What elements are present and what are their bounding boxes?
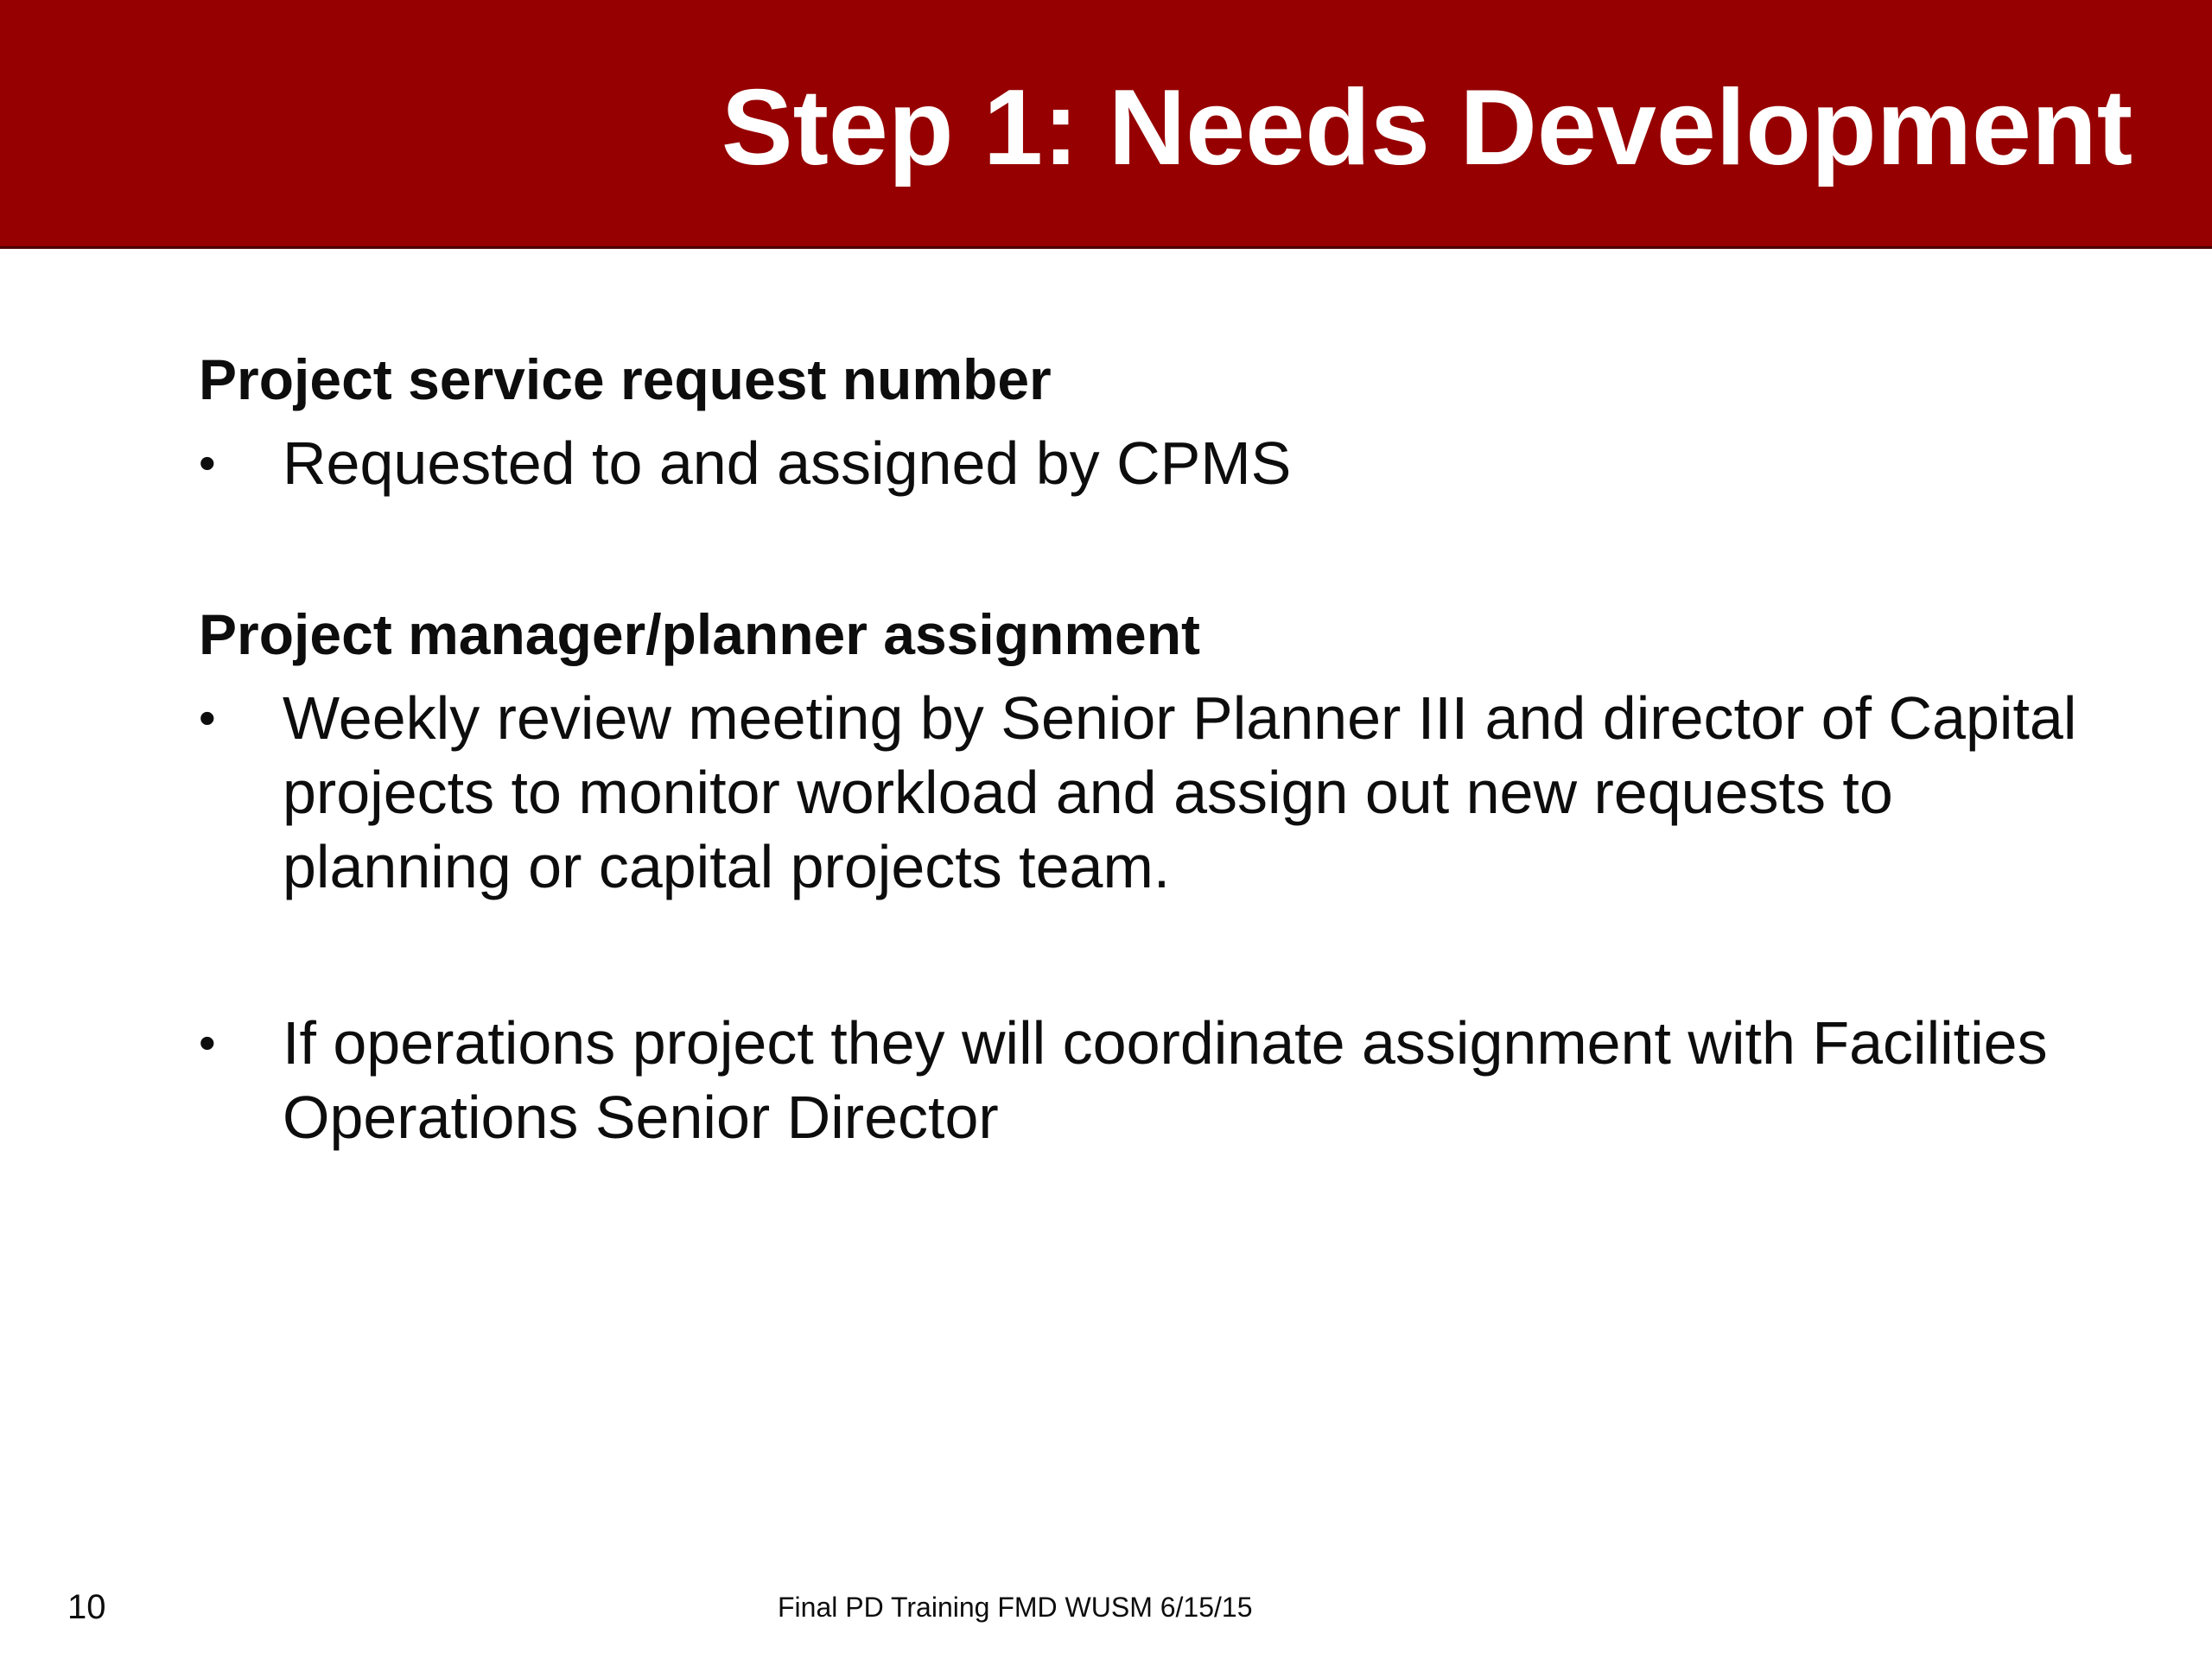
bullet-text: If operations project they will coordinate assignment with Facilities Operations Senior Director xyxy=(283,1009,2048,1152)
title-bar xyxy=(0,0,2212,249)
bullet-icon: • xyxy=(199,690,216,746)
bullet-icon: • xyxy=(199,435,216,491)
bullet-item xyxy=(199,1006,2082,1154)
bullet-item xyxy=(199,426,2082,500)
slide-content xyxy=(199,346,2082,1154)
section-service-request xyxy=(199,346,2082,500)
bullet-list xyxy=(199,681,2082,1154)
bullet-item xyxy=(199,681,2082,904)
slide-title: Step 1: Needs Development xyxy=(721,68,2133,188)
bullet-list xyxy=(199,426,2082,500)
page-number: 10 xyxy=(67,1588,106,1626)
section-heading: Project manager/planner assignment xyxy=(199,602,1201,667)
section-heading: Project service request number xyxy=(199,347,1052,411)
bullet-icon: • xyxy=(199,1015,216,1071)
footer-note: Final PD Training FMD WUSM 6/15/15 xyxy=(778,1592,1253,1623)
bullet-text: Weekly review meeting by Senior Planner III and director of Capital projects to monitor workload and assign out new requests to planning or capital projects team. xyxy=(283,684,2077,901)
section-manager-assignment xyxy=(199,601,2082,1154)
bullet-text: Requested to and assigned by CPMS xyxy=(283,429,1292,498)
